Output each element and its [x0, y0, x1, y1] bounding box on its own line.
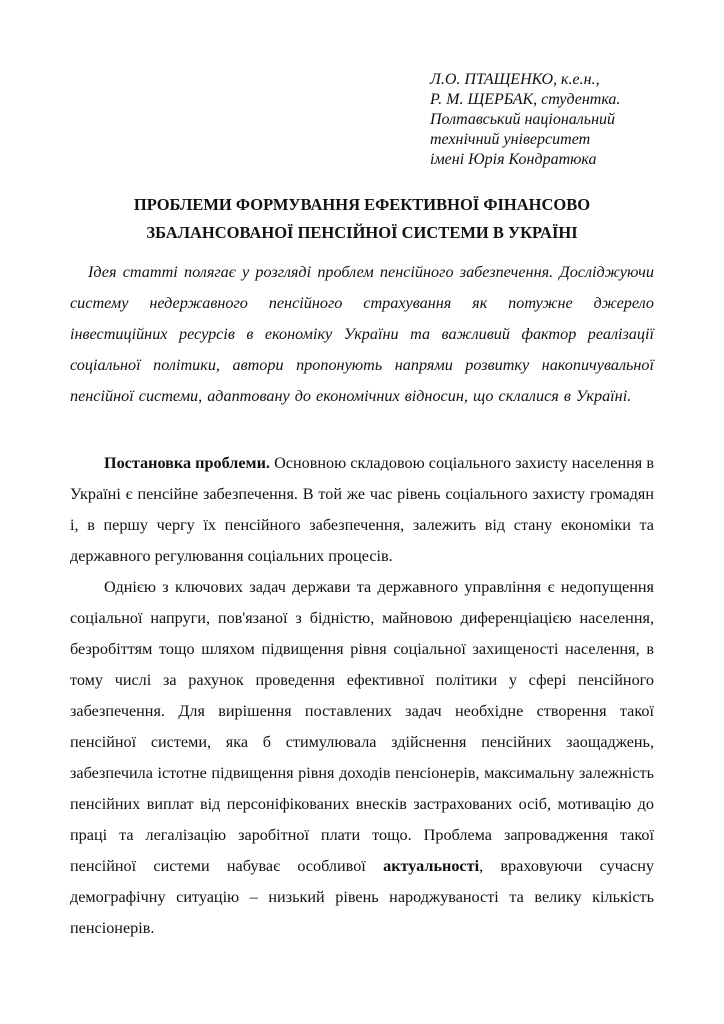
- paragraph-text: Однією з ключових задач держави та державного управління є недопущення соціальної напруги, пов'язаної з бідністю, майновою диференціацією населення, безробіттям тощо шляхом підвищення рівня соціальної захищеності населення, в тому числі за рахунок проведення ефективної політики у сфері пенсійного забезпечення. Для вирішення поставлених задач необхідне створення такої пенсійної системи, яка б стимулювала здійснення пенсійних заощаджень, забезпечила істотне підвищення рівня доходів пенсіонерів, максимальну залежність пенсійних виплат від персоніфікованих внесків застрахованих осіб, мотивацію до праці та легалізацію заробітної плати тощо. Проблема запровадження такої пенсійної системи набуває особливої: [70, 578, 654, 875]
- author-line: Р. М. ЩЕРБАК, студентка.: [430, 91, 621, 108]
- paragraph-text: Основною складовою соціального захисту населення в Україні є пенсійне забезпечення. В той же час рівень соціального захисту громадян і, в першу чергу їх пенсійного забезпечення, залежить від стану економіки та державного регулювання соціальних процесів.: [70, 454, 655, 565]
- affiliation-line: технічний університет: [430, 131, 591, 148]
- article-title: [70, 191, 654, 247]
- author-line: Л.О. ПТАЩЕНКО, к.е.н.,: [430, 71, 600, 88]
- paragraph-text: , враховуючи сучасну демографічну ситуацію – низький рівень народжуваності та велику кількість пенсіонерів.: [70, 857, 655, 937]
- article-body: [70, 448, 654, 944]
- section-lead: Постановка проблеми.: [104, 454, 270, 472]
- affiliation-line: Полтавський національний: [430, 111, 615, 128]
- title-line: ПРОБЛЕМИ ФОРМУВАННЯ ЕФЕКТИВНОЇ ФІНАНСОВО: [133, 195, 591, 214]
- abstract: Ідея статті полягає у розгляді проблем пенсійного забезпечення. Досліджуючи систему недержавного пенсійного страхування як потужне джерело інвестиційних ресурсів в економіку України та важливий фактор реалізації соціальної політики, автори пропонують напрями розвитку накопичувальної пенсійної системи, адаптовану до економічних відносин, що склалися в Україні.: [70, 263, 654, 405]
- title-line: ЗБАЛАНСОВАНОЇ ПЕНСІЙНОЇ СИСТЕМИ В УКРАЇНІ: [146, 223, 578, 242]
- paragraph: [70, 448, 654, 572]
- affiliation-line: імені Юрія Кондратюка: [430, 151, 597, 168]
- paragraph: [70, 572, 654, 944]
- emphasis-term: актуальності: [383, 857, 480, 875]
- author-block: [430, 70, 620, 170]
